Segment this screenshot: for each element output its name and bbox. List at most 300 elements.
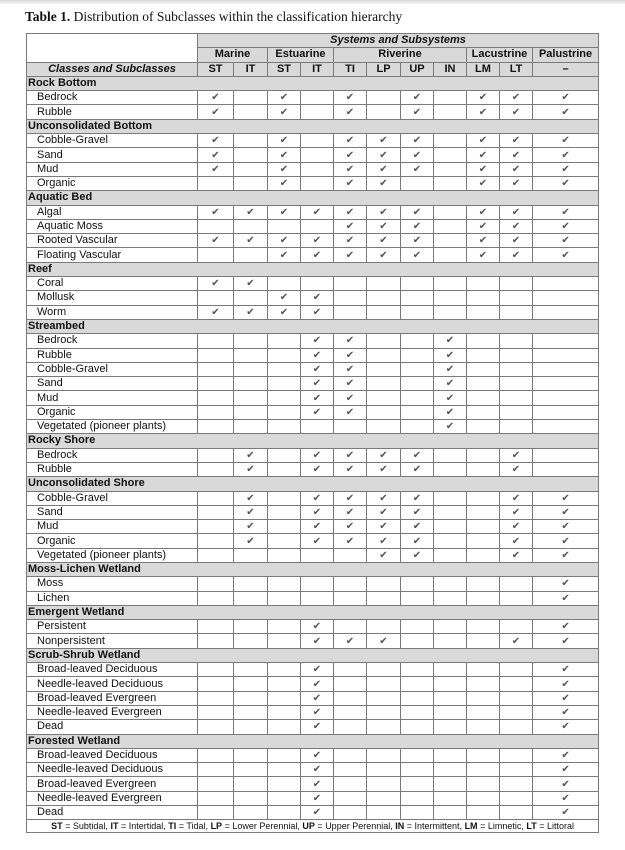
empty-cell bbox=[401, 405, 434, 419]
empty-cell bbox=[268, 591, 301, 605]
empty-cell bbox=[467, 620, 500, 634]
class-name: Rock Bottom bbox=[27, 76, 599, 90]
empty-cell bbox=[234, 691, 268, 705]
empty-cell bbox=[467, 748, 500, 762]
empty-cell bbox=[434, 305, 467, 319]
empty-cell bbox=[268, 720, 301, 734]
empty-cell bbox=[198, 291, 234, 305]
check-icon: ✔ bbox=[234, 234, 268, 248]
check-icon: ✔ bbox=[500, 534, 533, 548]
empty-cell bbox=[268, 462, 301, 476]
subclass-label: Mud bbox=[27, 520, 198, 534]
empty-cell bbox=[234, 105, 268, 119]
check-icon: ✔ bbox=[467, 234, 500, 248]
empty-cell bbox=[533, 305, 599, 319]
class-group-row bbox=[27, 319, 599, 333]
empty-cell bbox=[500, 748, 533, 762]
empty-cell bbox=[467, 720, 500, 734]
check-icon: ✔ bbox=[467, 134, 500, 148]
empty-cell bbox=[198, 462, 234, 476]
check-icon: ✔ bbox=[301, 806, 334, 820]
subclass-row bbox=[27, 205, 599, 219]
class-group-row bbox=[27, 191, 599, 205]
empty-cell bbox=[198, 405, 234, 419]
empty-cell bbox=[467, 763, 500, 777]
subclass-row bbox=[27, 691, 599, 705]
empty-cell bbox=[434, 234, 467, 248]
empty-cell bbox=[334, 548, 367, 562]
check-icon: ✔ bbox=[334, 405, 367, 419]
empty-cell bbox=[401, 176, 434, 190]
empty-cell bbox=[334, 777, 367, 791]
subclass-label: Bedrock bbox=[27, 91, 198, 105]
subclass-row bbox=[27, 806, 599, 820]
empty-cell bbox=[434, 691, 467, 705]
legend-abbr: LT bbox=[526, 821, 537, 832]
check-icon: ✔ bbox=[367, 162, 401, 176]
check-icon: ✔ bbox=[434, 362, 467, 376]
check-icon: ✔ bbox=[334, 377, 367, 391]
check-icon: ✔ bbox=[334, 134, 367, 148]
empty-cell bbox=[500, 420, 533, 434]
empty-cell bbox=[401, 777, 434, 791]
check-icon: ✔ bbox=[301, 777, 334, 791]
empty-cell bbox=[334, 591, 367, 605]
check-icon: ✔ bbox=[533, 705, 599, 719]
empty-cell bbox=[401, 391, 434, 405]
subclass-label: Aquatic Moss bbox=[27, 219, 198, 233]
empty-cell bbox=[467, 591, 500, 605]
empty-cell bbox=[234, 248, 268, 262]
empty-cell bbox=[234, 548, 268, 562]
subclass-row bbox=[27, 748, 599, 762]
subsystem-header: IT bbox=[234, 62, 268, 76]
empty-cell bbox=[434, 791, 467, 805]
empty-cell bbox=[500, 791, 533, 805]
empty-cell bbox=[367, 620, 401, 634]
empty-cell bbox=[198, 548, 234, 562]
empty-cell bbox=[467, 420, 500, 434]
empty-cell bbox=[434, 520, 467, 534]
empty-cell bbox=[234, 748, 268, 762]
check-icon: ✔ bbox=[533, 634, 599, 648]
empty-cell bbox=[301, 577, 334, 591]
empty-cell bbox=[367, 391, 401, 405]
empty-cell bbox=[198, 448, 234, 462]
check-icon: ✔ bbox=[401, 448, 434, 462]
check-icon: ✔ bbox=[301, 462, 334, 476]
systems-super-header: Systems and Subsystems bbox=[198, 34, 599, 48]
check-icon: ✔ bbox=[401, 534, 434, 548]
check-icon: ✔ bbox=[301, 720, 334, 734]
empty-cell bbox=[268, 491, 301, 505]
empty-cell bbox=[334, 677, 367, 691]
empty-cell bbox=[334, 748, 367, 762]
check-icon: ✔ bbox=[401, 462, 434, 476]
check-icon: ✔ bbox=[367, 205, 401, 219]
empty-cell bbox=[268, 405, 301, 419]
check-icon: ✔ bbox=[500, 462, 533, 476]
check-icon: ✔ bbox=[434, 405, 467, 419]
subclass-row bbox=[27, 91, 599, 105]
check-icon: ✔ bbox=[434, 377, 467, 391]
empty-cell bbox=[334, 291, 367, 305]
check-icon: ✔ bbox=[401, 520, 434, 534]
empty-cell bbox=[198, 248, 234, 262]
empty-cell bbox=[301, 134, 334, 148]
check-icon: ✔ bbox=[301, 205, 334, 219]
check-icon: ✔ bbox=[533, 219, 599, 233]
check-icon: ✔ bbox=[334, 505, 367, 519]
empty-cell bbox=[467, 663, 500, 677]
check-icon: ✔ bbox=[198, 205, 234, 219]
empty-cell bbox=[434, 548, 467, 562]
empty-cell bbox=[533, 348, 599, 362]
empty-cell bbox=[434, 176, 467, 190]
check-icon: ✔ bbox=[234, 305, 268, 319]
empty-cell bbox=[234, 219, 268, 233]
empty-cell bbox=[268, 806, 301, 820]
check-icon: ✔ bbox=[198, 91, 234, 105]
check-icon: ✔ bbox=[334, 91, 367, 105]
subclass-label: Mollusk bbox=[27, 291, 198, 305]
empty-cell bbox=[367, 305, 401, 319]
empty-cell bbox=[301, 219, 334, 233]
empty-cell bbox=[268, 348, 301, 362]
subclass-row bbox=[27, 577, 599, 591]
empty-cell bbox=[334, 691, 367, 705]
empty-cell bbox=[334, 791, 367, 805]
empty-cell bbox=[533, 448, 599, 462]
class-group-row bbox=[27, 262, 599, 276]
check-icon: ✔ bbox=[533, 505, 599, 519]
empty-cell bbox=[367, 577, 401, 591]
empty-cell bbox=[500, 348, 533, 362]
empty-cell bbox=[367, 591, 401, 605]
subclass-row bbox=[27, 663, 599, 677]
legend-abbr: LP bbox=[210, 821, 223, 832]
empty-cell bbox=[434, 620, 467, 634]
empty-cell bbox=[234, 405, 268, 419]
table-body bbox=[27, 76, 599, 819]
check-icon: ✔ bbox=[500, 248, 533, 262]
check-icon: ✔ bbox=[434, 420, 467, 434]
check-icon: ✔ bbox=[500, 219, 533, 233]
empty-cell bbox=[268, 505, 301, 519]
table-caption bbox=[25, 9, 402, 25]
empty-cell bbox=[533, 362, 599, 376]
empty-cell bbox=[401, 634, 434, 648]
empty-cell bbox=[467, 448, 500, 462]
empty-cell bbox=[334, 663, 367, 677]
subsystem-header: IT bbox=[301, 62, 334, 76]
check-icon: ✔ bbox=[301, 663, 334, 677]
check-icon: ✔ bbox=[533, 591, 599, 605]
check-icon: ✔ bbox=[401, 134, 434, 148]
class-name: Rocky Shore bbox=[27, 434, 599, 448]
subsystem-header: LT bbox=[500, 62, 533, 76]
class-name: Aquatic Bed bbox=[27, 191, 599, 205]
empty-cell bbox=[467, 305, 500, 319]
subclass-label: Vegetated (pioneer plants) bbox=[27, 420, 198, 434]
check-icon: ✔ bbox=[367, 219, 401, 233]
empty-cell bbox=[198, 591, 234, 605]
check-icon: ✔ bbox=[434, 391, 467, 405]
empty-cell bbox=[533, 334, 599, 348]
empty-cell bbox=[467, 391, 500, 405]
subclass-row bbox=[27, 234, 599, 248]
subclass-row bbox=[27, 720, 599, 734]
class-name: Forested Wetland bbox=[27, 734, 599, 748]
empty-cell bbox=[434, 591, 467, 605]
check-icon: ✔ bbox=[533, 176, 599, 190]
empty-cell bbox=[467, 277, 500, 291]
empty-cell bbox=[234, 291, 268, 305]
check-icon: ✔ bbox=[533, 763, 599, 777]
class-group-row bbox=[27, 119, 599, 133]
check-icon: ✔ bbox=[401, 505, 434, 519]
empty-cell bbox=[367, 348, 401, 362]
empty-cell bbox=[234, 777, 268, 791]
empty-cell bbox=[198, 663, 234, 677]
empty-cell bbox=[367, 91, 401, 105]
check-icon: ✔ bbox=[301, 248, 334, 262]
empty-cell bbox=[401, 677, 434, 691]
empty-cell bbox=[268, 534, 301, 548]
check-icon: ✔ bbox=[301, 691, 334, 705]
empty-cell bbox=[467, 520, 500, 534]
empty-cell bbox=[268, 219, 301, 233]
check-icon: ✔ bbox=[533, 620, 599, 634]
empty-cell bbox=[434, 763, 467, 777]
subclass-row bbox=[27, 277, 599, 291]
empty-cell bbox=[367, 362, 401, 376]
empty-cell bbox=[500, 763, 533, 777]
empty-cell bbox=[234, 677, 268, 691]
subclass-label: Mud bbox=[27, 162, 198, 176]
check-icon: ✔ bbox=[301, 291, 334, 305]
check-icon: ✔ bbox=[500, 105, 533, 119]
legend-abbr: UP bbox=[302, 821, 315, 832]
subclass-label: Floating Vascular bbox=[27, 248, 198, 262]
check-icon: ✔ bbox=[301, 748, 334, 762]
check-icon: ✔ bbox=[301, 505, 334, 519]
empty-cell bbox=[198, 520, 234, 534]
legend-meaning-text: Intertidal bbox=[128, 821, 164, 832]
empty-cell bbox=[198, 219, 234, 233]
empty-cell bbox=[401, 305, 434, 319]
check-icon: ✔ bbox=[467, 91, 500, 105]
empty-cell bbox=[334, 763, 367, 777]
empty-cell bbox=[367, 748, 401, 762]
subclass-label: Dead bbox=[27, 720, 198, 734]
empty-cell bbox=[268, 777, 301, 791]
empty-cell bbox=[301, 162, 334, 176]
empty-cell bbox=[367, 777, 401, 791]
subclass-label: Broad-leaved Deciduous bbox=[27, 663, 198, 677]
check-icon: ✔ bbox=[367, 462, 401, 476]
check-icon: ✔ bbox=[234, 520, 268, 534]
legend-meaning-text: Lower Perennial bbox=[232, 821, 298, 832]
empty-cell bbox=[467, 534, 500, 548]
subclass-label: Broad-leaved Evergreen bbox=[27, 691, 198, 705]
empty-cell bbox=[198, 334, 234, 348]
empty-cell bbox=[500, 691, 533, 705]
empty-cell bbox=[500, 334, 533, 348]
empty-cell bbox=[434, 748, 467, 762]
check-icon: ✔ bbox=[533, 148, 599, 162]
check-icon: ✔ bbox=[367, 234, 401, 248]
empty-cell bbox=[198, 348, 234, 362]
check-icon: ✔ bbox=[533, 520, 599, 534]
empty-cell bbox=[467, 577, 500, 591]
empty-cell bbox=[467, 491, 500, 505]
subclass-label: Moss bbox=[27, 577, 198, 591]
empty-cell bbox=[234, 334, 268, 348]
check-icon: ✔ bbox=[500, 148, 533, 162]
empty-cell bbox=[234, 705, 268, 719]
check-icon: ✔ bbox=[500, 205, 533, 219]
check-icon: ✔ bbox=[234, 205, 268, 219]
check-icon: ✔ bbox=[533, 720, 599, 734]
subclass-row bbox=[27, 248, 599, 262]
empty-cell bbox=[434, 248, 467, 262]
empty-cell bbox=[500, 377, 533, 391]
empty-cell bbox=[198, 620, 234, 634]
check-icon: ✔ bbox=[434, 334, 467, 348]
subclass-label: Needle-leaved Deciduous bbox=[27, 677, 198, 691]
empty-cell bbox=[467, 348, 500, 362]
subclass-row bbox=[27, 291, 599, 305]
empty-cell bbox=[533, 405, 599, 419]
empty-cell bbox=[500, 806, 533, 820]
subclass-row bbox=[27, 448, 599, 462]
empty-cell bbox=[434, 505, 467, 519]
empty-cell bbox=[198, 705, 234, 719]
empty-cell bbox=[434, 705, 467, 719]
empty-cell bbox=[367, 420, 401, 434]
subclass-row bbox=[27, 462, 599, 476]
check-icon: ✔ bbox=[334, 491, 367, 505]
check-icon: ✔ bbox=[334, 520, 367, 534]
empty-cell bbox=[234, 420, 268, 434]
empty-cell bbox=[500, 777, 533, 791]
legend-abbr: ST bbox=[51, 821, 63, 832]
empty-cell bbox=[234, 348, 268, 362]
empty-cell bbox=[401, 348, 434, 362]
check-icon: ✔ bbox=[301, 634, 334, 648]
empty-cell bbox=[234, 377, 268, 391]
classes-column-header: Classes and Subclasses bbox=[27, 62, 198, 76]
empty-cell bbox=[467, 791, 500, 805]
check-icon: ✔ bbox=[467, 105, 500, 119]
empty-cell bbox=[467, 377, 500, 391]
empty-cell bbox=[500, 591, 533, 605]
check-icon: ✔ bbox=[367, 534, 401, 548]
check-icon: ✔ bbox=[301, 620, 334, 634]
empty-cell bbox=[533, 291, 599, 305]
empty-cell bbox=[367, 277, 401, 291]
legend-meaning-text: Tidal bbox=[186, 821, 206, 832]
empty-cell bbox=[234, 577, 268, 591]
subclass-label: Rubble bbox=[27, 105, 198, 119]
check-icon: ✔ bbox=[401, 234, 434, 248]
subclass-label: Organic bbox=[27, 176, 198, 190]
check-icon: ✔ bbox=[500, 234, 533, 248]
empty-cell bbox=[234, 720, 268, 734]
class-name: Unconsolidated Shore bbox=[27, 477, 599, 491]
empty-cell bbox=[533, 377, 599, 391]
subclass-label: Nonpersistent bbox=[27, 634, 198, 648]
empty-cell bbox=[467, 677, 500, 691]
empty-cell bbox=[198, 577, 234, 591]
empty-cell bbox=[334, 720, 367, 734]
check-icon: ✔ bbox=[533, 791, 599, 805]
subclass-row bbox=[27, 763, 599, 777]
subclass-row bbox=[27, 334, 599, 348]
check-icon: ✔ bbox=[533, 806, 599, 820]
subclass-label: Bedrock bbox=[27, 448, 198, 462]
check-icon: ✔ bbox=[301, 677, 334, 691]
empty-cell bbox=[367, 806, 401, 820]
check-icon: ✔ bbox=[268, 105, 301, 119]
subclass-row bbox=[27, 176, 599, 190]
empty-cell bbox=[234, 91, 268, 105]
empty-cell bbox=[334, 277, 367, 291]
check-icon: ✔ bbox=[268, 134, 301, 148]
class-name: Streambed bbox=[27, 319, 599, 333]
empty-cell bbox=[301, 148, 334, 162]
subclass-label: Sand bbox=[27, 148, 198, 162]
empty-cell bbox=[301, 420, 334, 434]
empty-cell bbox=[268, 420, 301, 434]
check-icon: ✔ bbox=[301, 362, 334, 376]
check-icon: ✔ bbox=[334, 248, 367, 262]
subclass-label: Rubble bbox=[27, 348, 198, 362]
empty-cell bbox=[401, 277, 434, 291]
caption-label: Table 1. bbox=[25, 9, 71, 24]
empty-cell bbox=[467, 334, 500, 348]
check-icon: ✔ bbox=[301, 405, 334, 419]
empty-cell bbox=[234, 806, 268, 820]
subclass-label: Algal bbox=[27, 205, 198, 219]
check-icon: ✔ bbox=[301, 448, 334, 462]
subclass-distribution-table bbox=[26, 33, 599, 833]
empty-cell bbox=[401, 362, 434, 376]
empty-cell bbox=[268, 391, 301, 405]
check-icon: ✔ bbox=[467, 248, 500, 262]
empty-cell bbox=[467, 777, 500, 791]
check-icon: ✔ bbox=[301, 391, 334, 405]
check-icon: ✔ bbox=[401, 148, 434, 162]
system-header-estuarine: Estuarine bbox=[268, 48, 334, 62]
empty-cell bbox=[434, 634, 467, 648]
empty-cell bbox=[198, 362, 234, 376]
empty-cell bbox=[301, 176, 334, 190]
empty-cell bbox=[500, 705, 533, 719]
check-icon: ✔ bbox=[268, 234, 301, 248]
empty-cell bbox=[367, 720, 401, 734]
class-name: Moss-Lichen Wetland bbox=[27, 562, 599, 576]
empty-cell bbox=[401, 806, 434, 820]
empty-cell bbox=[268, 277, 301, 291]
class-name: Scrub-Shrub Wetland bbox=[27, 648, 599, 662]
empty-cell bbox=[467, 705, 500, 719]
class-group-row bbox=[27, 477, 599, 491]
empty-cell bbox=[198, 791, 234, 805]
check-icon: ✔ bbox=[198, 162, 234, 176]
check-icon: ✔ bbox=[268, 176, 301, 190]
